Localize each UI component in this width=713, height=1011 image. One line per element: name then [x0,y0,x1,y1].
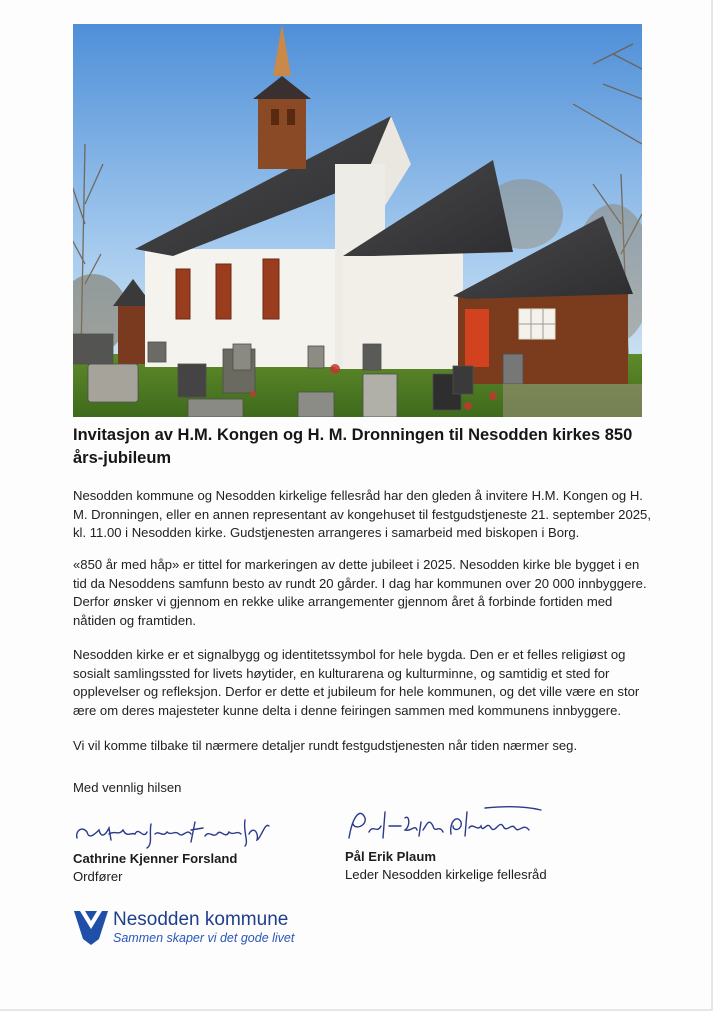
logo-tagline: Sammen skaper vi det gode livet [113,931,295,945]
signature-block-mayor [73,812,273,886]
signatory-role: Leder Nesodden kirkelige fellesråd [345,867,547,882]
signatory-name: Cathrine Kjenner Forsland [73,851,238,866]
document-title: Invitasjon av H.M. Kongen og H. M. Dronningen til Nesodden kirkes 850 års-jubileum [73,426,633,467]
paragraph-followup: Vi vil komme tilbake til nærmere detaljer rundt festgudstjenesten når tiden nærmer seg. [73,738,578,753]
nesodden-kommune-logo [73,909,294,946]
nesodden-shield-icon [73,909,109,945]
logo-name: Nesodden kommune [113,909,289,930]
signatory-role: Ordfører [73,869,123,884]
paragraph-invitation: Nesodden kommune og Nesodden kirkelige fellesråd har den gleden å invitere H.M. Kongen og H. M. Dronningen, eller en annen representant av kongehuset til festgudstjeneste 21. september 2025, kl. 11.00 i Nesodden kirke. Gudstjenesten arrangeres i samarbeid med biskopen i Borg. [73,488,651,541]
handwritten-signature-mayor [73,812,273,850]
church-photo [73,24,642,417]
paragraph-church-symbol: Nesodden kirke er et signalbygg og identitetssymbol for hele bygda. Den er et felles religiøst og sosialt samlingssted for livets høytider, en kulturarena og kulturminne, og samtidig et sted for opplevelser og refleksjon. Derfor er dette et jubileum for hele kommunen, og det ville være en stor ære om deres majesteter kunne delta i denne feiringen sammen med kommunens innbyggere. [73,647,640,718]
signatory-name: Pål Erik Plaum [345,849,436,864]
closing-greeting: Med vennlig hilsen [73,780,182,795]
signature-block-council-leader [345,804,547,884]
paragraph-anniversary: «850 år med håp» er tittel for markeringen av dette jubileet i 2025. Nesodden kirke ble bygget i en tid da Nesoddens samfunn besto av rundt 20 gårder. I dag har kommunen over 20 000 innbyggere. Derfor ønsker vi gjennom en rekke ulike arrangementer gjennom året å forbinde fortiden med nåtiden og framtiden. [73,557,647,628]
handwritten-signature-council-leader [345,804,545,848]
